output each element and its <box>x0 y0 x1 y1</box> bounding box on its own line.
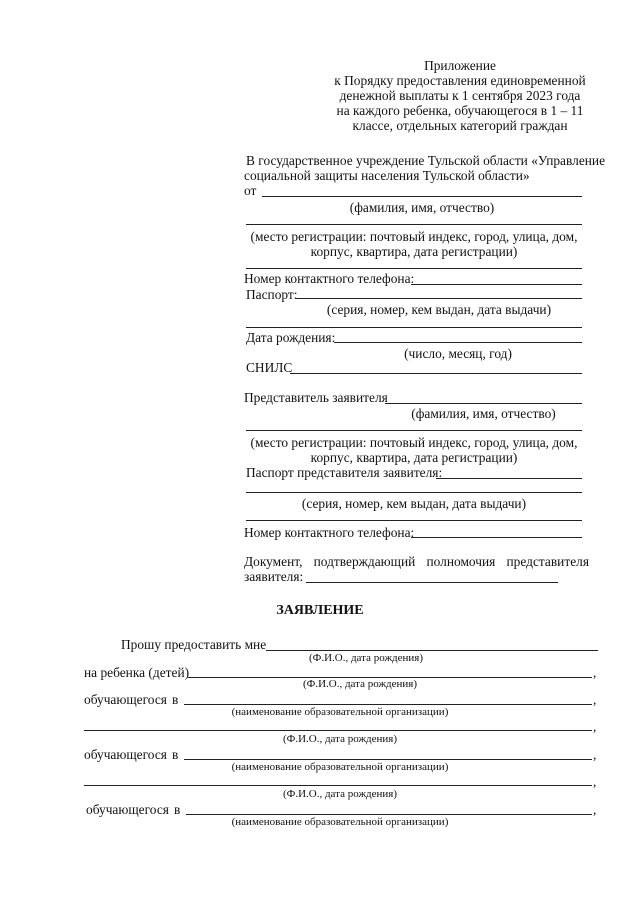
applicant-address-field[interactable] <box>246 224 582 225</box>
statement-title: ЗАЯВЛЕНИЕ <box>276 603 364 618</box>
applicant-fio-hint: (фамилия, имя, отчество) <box>349 200 495 215</box>
child-2-fio-hint: (Ф.И.О., дата рождения) <box>282 733 398 745</box>
header-line-5: классе, отдельных категорий граждан <box>352 118 568 133</box>
comma: , <box>593 719 597 734</box>
comma: , <box>593 692 597 707</box>
children-label: на ребенка (детей) <box>84 665 190 680</box>
birth-date-hint: (число, месяц, год) <box>404 346 512 361</box>
child-2-school-field[interactable] <box>184 759 592 760</box>
snils-label: СНИЛС <box>246 360 293 375</box>
child-3-school-field[interactable] <box>186 814 592 815</box>
header-line-3: денежной выплаты к 1 сентября 2023 года <box>339 88 581 103</box>
addressee-line-2: социальной защиты населения Тульской области» <box>244 168 530 183</box>
representative-label: Представитель заявителя <box>244 390 388 405</box>
representative-passport-label: Паспорт представителя заявителя: <box>246 465 443 480</box>
authority-document-field[interactable] <box>306 582 558 583</box>
applicant-phone-field[interactable] <box>411 284 582 285</box>
applicant-phone-label: Номер контактного телефона: <box>244 271 415 286</box>
comma: , <box>593 665 597 680</box>
applicant-address-field-2[interactable] <box>246 268 582 269</box>
in-label: в <box>172 692 179 707</box>
header-line-2: к Порядку предоставления единовременной <box>334 73 586 88</box>
representative-address-field[interactable] <box>246 430 582 431</box>
applicant-passport-field-2[interactable] <box>246 327 582 328</box>
birth-date-field[interactable] <box>334 342 582 343</box>
authority-word-4: представителя <box>506 554 589 569</box>
comma: , <box>593 747 597 762</box>
representative-phone-field[interactable] <box>411 537 582 538</box>
comma: , <box>593 774 597 789</box>
applicant-passport-label: Паспорт: <box>246 287 298 302</box>
applicant-passport-hint: (серия, номер, кем выдан, дата выдачи) <box>326 302 552 317</box>
request-label: Прошу предоставить мне <box>121 637 267 652</box>
in-label: в <box>172 747 179 762</box>
applicant-passport-field[interactable] <box>296 298 582 299</box>
authority-document-label: заявителя: <box>244 569 304 584</box>
representative-fio-hint: (фамилия, имя, отчество) <box>411 406 556 421</box>
representative-passport-field-3[interactable] <box>246 520 582 521</box>
studying-label: обучающегося <box>84 692 167 707</box>
child-1-school-field[interactable] <box>184 704 592 705</box>
applicant-fio-date-field[interactable] <box>266 650 598 651</box>
from-label: от <box>244 183 257 198</box>
snils-field[interactable] <box>290 373 582 374</box>
addressee-line-1: В государственное учреждение Тульской области «Управление <box>246 153 606 168</box>
representative-passport-field-2[interactable] <box>246 492 582 493</box>
representative-passport-hint: (серия, номер, кем выдан, дата выдачи) <box>301 496 527 511</box>
authority-word-3: полномочия <box>426 554 496 569</box>
birth-date-label: Дата рождения: <box>246 330 336 345</box>
studying-label: обучающегося <box>86 802 169 817</box>
child-2-fio-field[interactable] <box>84 730 592 731</box>
child-3-school-hint: (наименование образовательной организации) <box>231 816 449 828</box>
child-1-fio-hint: (Ф.И.О., дата рождения) <box>302 678 418 690</box>
studying-label: обучающегося <box>84 747 167 762</box>
representative-phone-label: Номер контактного телефона: <box>244 525 415 540</box>
representative-address-hint-2: корпус, квартира, дата регистрации) <box>310 450 518 465</box>
applicant-fio-date-hint: (Ф.И.О., дата рождения) <box>308 652 424 664</box>
representative-fio-field[interactable] <box>385 403 582 404</box>
child-3-fio-hint: (Ф.И.О., дата рождения) <box>282 788 398 800</box>
applicant-fio-field[interactable] <box>262 196 582 197</box>
header-line-4: на каждого ребенка, обучающегося в 1 – 11 <box>336 103 584 118</box>
applicant-address-hint-2: корпус, квартира, дата регистрации) <box>310 244 518 259</box>
child-1-school-hint: (наименование образовательной организации) <box>231 706 449 718</box>
child-3-fio-field[interactable] <box>84 785 592 786</box>
header-line-1: Приложение <box>424 58 496 73</box>
child-2-school-hint: (наименование образовательной организации) <box>231 761 449 773</box>
authority-word-2: подтверждающий <box>313 554 416 569</box>
applicant-address-hint-1: (место регистрации: почтовый индекс, город, улица, дом, <box>250 229 578 244</box>
authority-word-1: Документ, <box>244 554 303 569</box>
representative-passport-field[interactable] <box>436 478 582 479</box>
representative-address-hint-1: (место регистрации: почтовый индекс, город, улица, дом, <box>250 435 578 450</box>
comma: , <box>593 802 597 817</box>
in-label: в <box>174 802 181 817</box>
